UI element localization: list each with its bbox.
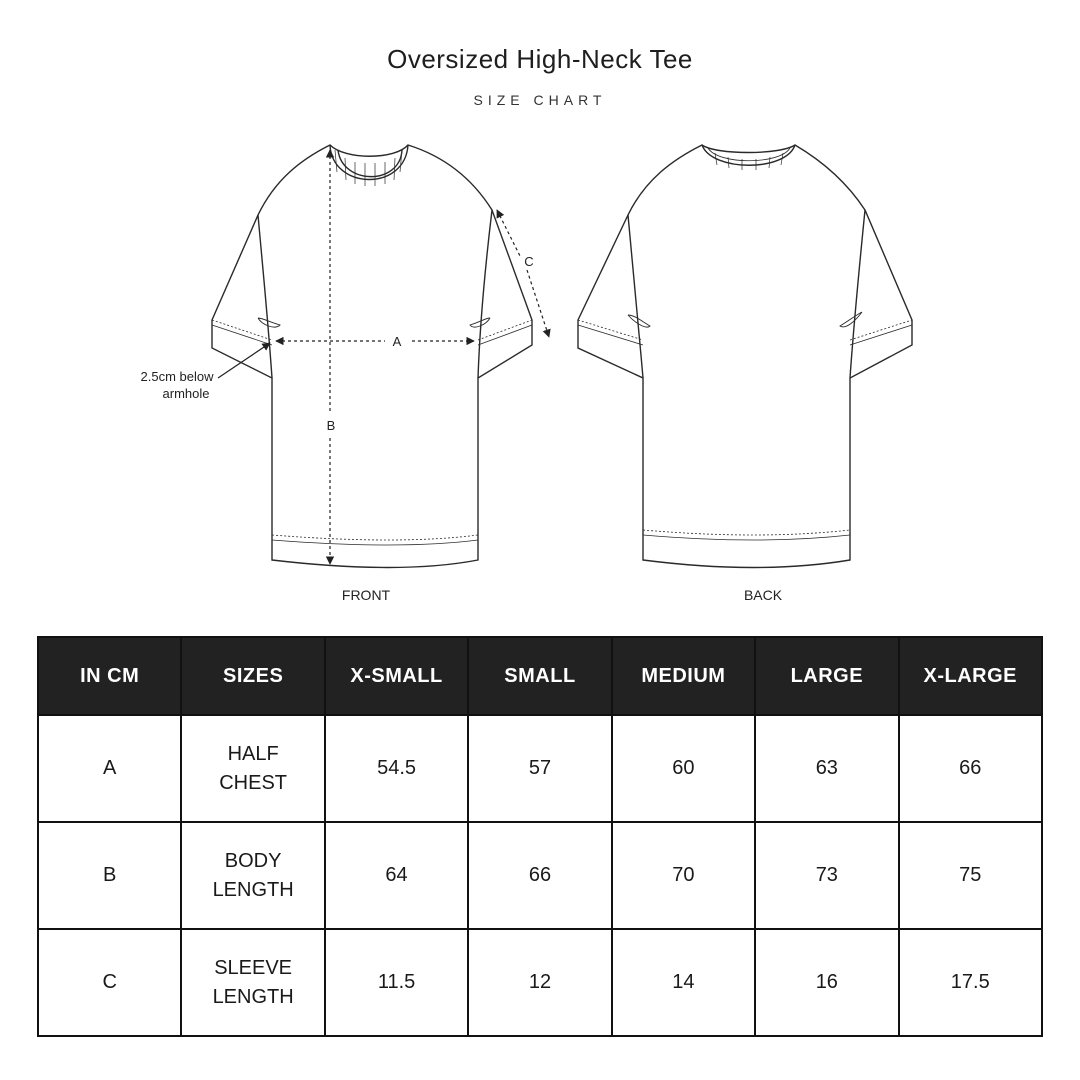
table-row — [38, 715, 1042, 822]
row-name-label: HALF CHEST — [219, 742, 288, 794]
table-row — [38, 822, 1042, 929]
table-cell: 73 — [755, 822, 898, 929]
header-cell: LARGE — [755, 637, 898, 715]
front-label: FRONT — [341, 587, 391, 603]
measure-b-label: B — [326, 418, 336, 433]
header-cell: X-LARGE — [899, 637, 1042, 715]
table-cell: 12 — [468, 929, 611, 1036]
row-name — [181, 929, 324, 1036]
table-cell: 66 — [468, 822, 611, 929]
front-tee-outline — [212, 145, 532, 568]
row-code: A — [38, 715, 181, 822]
table-header-row — [38, 637, 1042, 715]
measure-lines — [218, 150, 549, 564]
measure-c-label: C — [524, 254, 534, 269]
header-cell: SMALL — [468, 637, 611, 715]
table-cell: 54.5 — [325, 715, 468, 822]
measure-a-label: A — [392, 334, 402, 349]
row-name-label: BODY LENGTH — [212, 849, 294, 901]
row-code: B — [38, 822, 181, 929]
table-cell: 57 — [468, 715, 611, 822]
header-cell: SIZES — [181, 637, 324, 715]
table-cell: 66 — [899, 715, 1042, 822]
table-row — [38, 929, 1042, 1036]
armhole-note-line1: 2.5cm below — [140, 369, 214, 384]
table-cell: 75 — [899, 822, 1042, 929]
row-name — [181, 715, 324, 822]
table-cell: 14 — [612, 929, 755, 1036]
size-table — [37, 636, 1043, 1037]
row-name — [181, 822, 324, 929]
page-subtitle: SIZE CHART — [473, 92, 607, 108]
row-name-label: SLEEVE LENGTH — [212, 956, 294, 1008]
armhole-note-line2: armhole — [162, 386, 210, 401]
table-cell: 70 — [612, 822, 755, 929]
header-cell: X-SMALL — [325, 637, 468, 715]
back-tee-outline — [578, 145, 912, 568]
table-cell: 60 — [612, 715, 755, 822]
back-label: BACK — [743, 587, 783, 603]
page-title: Oversized High-Neck Tee — [387, 44, 693, 74]
header-cell: IN CM — [38, 637, 181, 715]
table-cell: 17.5 — [899, 929, 1042, 1036]
table-cell: 16 — [755, 929, 898, 1036]
header-cell: MEDIUM — [612, 637, 755, 715]
table-cell: 11.5 — [325, 929, 468, 1036]
table-cell: 63 — [755, 715, 898, 822]
table-cell: 64 — [325, 822, 468, 929]
row-code: C — [38, 929, 181, 1036]
